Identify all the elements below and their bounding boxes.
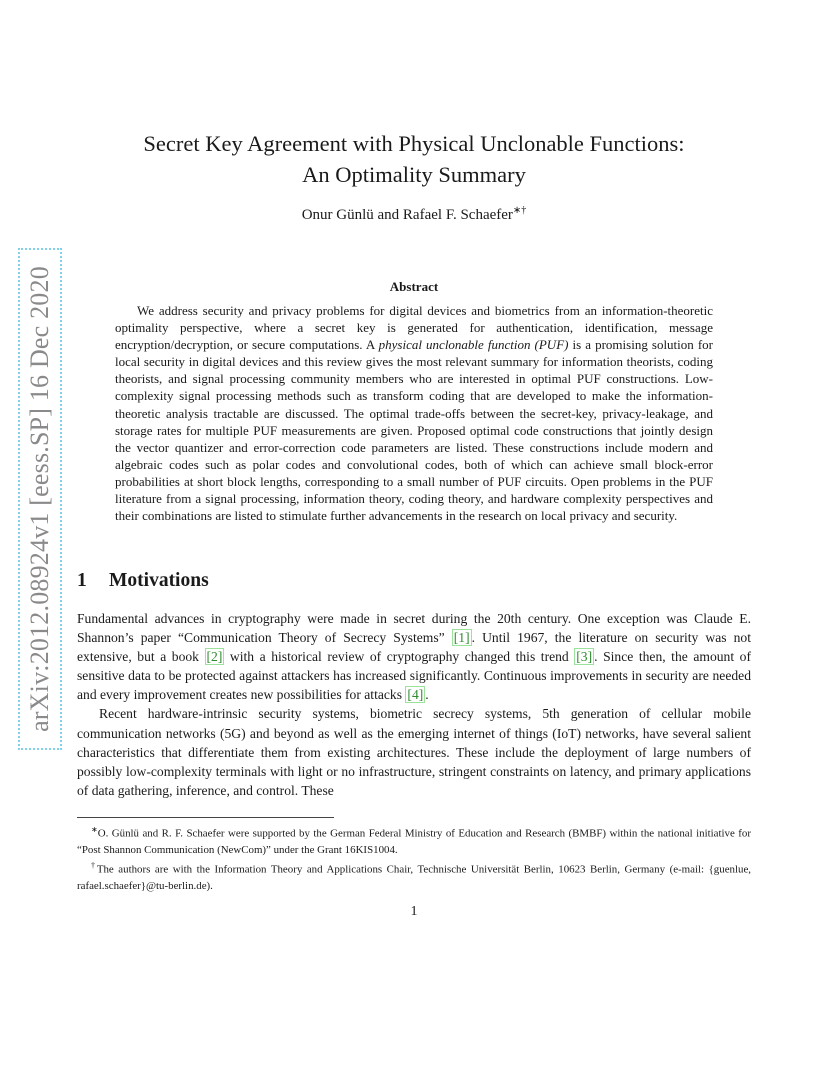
paragraph-1-text-a: Fundamental advances in cryptography were made in secret during the 20th century. One exception was Claude E. Shannon’s paper “Communication Theory of Secrecy Systems”	[77, 611, 751, 646]
paragraph-1	[77, 609, 751, 704]
citation-link-3[interactable]: [3]	[576, 649, 593, 665]
section-title: Motivations	[109, 570, 209, 591]
arxiv-identifier-stamp[interactable]	[18, 248, 62, 750]
abstract-text-2: is a promising solution for local security in digital devices and this review gives the most relevant summary for information theorists, coding theorists, and signal processing community members who are interested in optimal PUF constructions. Low-complexity signal processing methods such as transform coding that are developed to make the information-theoretic analysis tractable are discussed. The optimal trade-offs between the secret-key, privacy-leakage, and storage rates for multiple PUF measurements are given. Proposed optimal code constructions that jointly design the vector quantizer and error-correction code parameters are listed. These constructions include modern and algebraic codes such as polar codes and convolutional codes, both of which can achieve small block-error probabilities at short block lengths, corresponding to a small number of PUF circuits. Open problems in the PUF literature from a signal processing, information theory, coding theory, and hardware complexity perspectives and their combinations are listed to stimulate further advancements in the research on local privacy and security.	[115, 337, 714, 524]
paragraph-2-text: Recent hardware-intrinsic security systems, biometric secrecy systems, 5th generation of cellular mobile communication networks (5G) and beyond as well as the emerging internet of things (IoT) networks, have several salient characteristics that differentiate them from existing architectures. These include the deployment of large numbers of possibly low-complexity terminals with light or no infrastructure, stringent constraints on latency, and primary applications of data gathering, inference, and control. These	[77, 706, 751, 798]
paragraph-1-text-d: . Since then, the amount of sensitive data to be protected against attackers has increased significantly. Continuous improvements in security are needed and every improvement creates new possibilities for attacks	[77, 649, 751, 703]
section-number: 1	[77, 570, 87, 591]
citation-link-4[interactable]: [4]	[407, 687, 424, 703]
paragraph-1-text-c: with a historical review of cryptography changed this trend	[224, 649, 575, 665]
abstract-body	[115, 302, 713, 524]
footnote-1	[77, 822, 751, 858]
section-body	[77, 609, 751, 800]
footnote-2	[77, 858, 751, 894]
footnote-divider	[77, 817, 334, 818]
title-line-1: Secret Key Agreement with Physical Unclonable Functions:	[143, 131, 685, 156]
citation-link-1[interactable]: [1]	[453, 630, 470, 646]
footnote-2-mark: †	[91, 861, 97, 871]
citation-link-2[interactable]: [2]	[206, 649, 223, 665]
abstract-emphasis: physical unclonable function (PUF)	[378, 337, 569, 353]
title-line-2: An Optimality Summary	[302, 162, 526, 187]
page-number: 1	[410, 904, 418, 919]
arxiv-identifier-text: arXiv:2012.08924v1 [eess.SP] 16 Dec 2020	[25, 266, 54, 732]
paper-title	[90, 128, 738, 190]
footnote-2-text: The authors are with the Information Theory and Applications Chair, Technische Universität Berlin, 10623 Berlin, Germany (e-mail: {guenlue, rafael.schaefer}@tu-berlin.de).	[77, 863, 752, 893]
author-line	[90, 205, 738, 224]
author-footnote-marks[interactable]: ∗†	[512, 205, 527, 216]
paragraph-1-text-e: .	[425, 687, 429, 703]
footnote-1-mark: ∗	[91, 825, 98, 834]
footnote-1-text: O. Günlü and R. F. Schaefer were supported by the German Federal Ministry of Education and Research (BMBF) within the national initiative for “Post Shannon Communication (NewCom)” under the Grant 16KIS1004.	[77, 827, 751, 856]
abstract-heading: Abstract	[389, 279, 439, 294]
paragraph-2	[77, 704, 751, 799]
paragraph-1-text-b: . Until 1967, the literature on security was not extensive, but a book	[77, 630, 751, 665]
footnotes	[77, 822, 751, 894]
section-heading	[77, 570, 209, 592]
abstract-text-1: We address security and privacy problems for digital devices and biometrics from an information-theoretic optimality perspective, where a secret key is generated for authentication, identification, message encryption/decryption, or secure computations. A	[115, 303, 713, 353]
author-names: Onur Günlü and Rafael F. Schaefer	[301, 207, 513, 223]
